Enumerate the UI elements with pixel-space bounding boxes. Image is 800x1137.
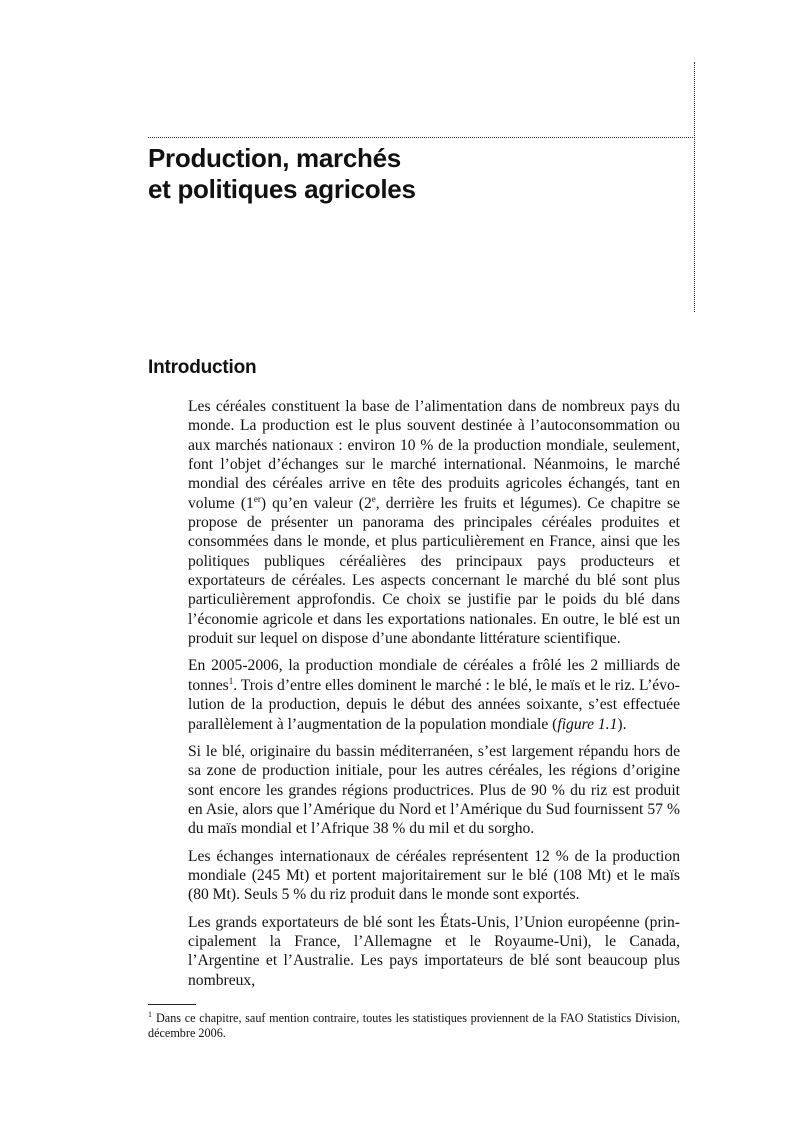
chapter-title-line-1: Production, marchés: [148, 143, 401, 173]
text: , derrière les fruits et légumes). Ce chapitre se propose de présenter un panorama des principales céréales produites et consommées dans le monde, et plus particulièrement en France, ainsi que les politiques publiques céréalières des principaux pays producteurs et exportateurs de céréales. Les aspects concernant le marché du blé sont plus particulièrement approfondis. Ce choix se justifie par le poids du blé dans l’économie agricole et dans les exportations nationales. En outre, le blé est un produit sur lequel on dispose d’une abondante littérature scientifique.: [188, 494, 680, 648]
section-heading: Introduction: [148, 357, 257, 378]
paragraph-2: [188, 656, 680, 733]
text: En 2005-2006, la production mondiale de céréales a frôlé les 2 milliards de tonnes: [188, 657, 680, 694]
footnote: [148, 1011, 680, 1041]
superscript: e: [371, 493, 376, 504]
superscript: er: [253, 493, 261, 504]
chapter-dotted-rule-vertical: [694, 62, 695, 312]
chapter-title-line-2: et politiques agricoles: [148, 174, 416, 204]
footnote-ref[interactable]: 1: [228, 675, 234, 686]
paragraph-5: Les grands exportateurs de blé sont les États-Unis, l’Union européenne (principalement la France, l’Allemagne et le Royaume-Uni), le Canada, l’Argentine et l’Australie. Les pays importateurs de blé sont beaucoup plus nombreux,: [188, 913, 680, 989]
footnote-separator: [148, 1004, 196, 1005]
chapter-dotted-rule-horizontal: [148, 137, 695, 138]
body-text: [188, 397, 680, 990]
figure-reference[interactable]: figure 1.1: [557, 715, 618, 733]
text: . Trois d’entre elles dominent le marché : le blé, le maïs et le riz. L’évolution de la production, depuis le début des années soixante, s’est effectuée parallèlement à l’augmentation de la population mondiale (: [188, 676, 680, 733]
paragraph-4: Les échanges internationaux de céréales représentent 12 % de la production mondiale (245 Mt) et portent majoritairement sur le blé (108 Mt) et le maïs (80 Mt). Seuls 5 % du riz produit dans le monde sont exportés.: [188, 847, 680, 904]
page-content: [148, 397, 680, 1071]
text: ) qu’en valeur (2: [260, 494, 372, 512]
paragraph-1: [188, 397, 680, 648]
footnote-text: Dans ce chapitre, sauf mention contraire, toutes les statistiques proviennent de la FAO Statistics Division, décembre 2006.: [148, 1010, 680, 1040]
paragraph-3: Si le blé, originaire du bassin méditerranéen, s’est largement répandu hors de sa zone de production initiale, pour les autres céréales, les régions d’origine sont encore les grandes régions productrices. Plus de 90 % du riz est produit en Asie, alors que l’Amérique du Nord et l’Amérique du Sud fournissent 57 % du maïs mondial et l’Afrique 38 % du mil et du sorgho.: [188, 742, 680, 838]
text: ).: [617, 715, 627, 733]
text: Les céréales constituent la base de l’alimentation dans de nombreux pays du monde. La production est le plus souvent destinée à l’autoconsommation ou aux marchés nationaux : environ 10 % de la production mondiale, seulement, font l’objet d’échanges sur le marché international. Néanmoins, le marché mondial des céréales arrive en tête des produits agricoles échangés, tant en volume (1: [188, 398, 680, 512]
footnote-number: 1: [148, 1009, 152, 1019]
chapter-title: [148, 143, 416, 205]
